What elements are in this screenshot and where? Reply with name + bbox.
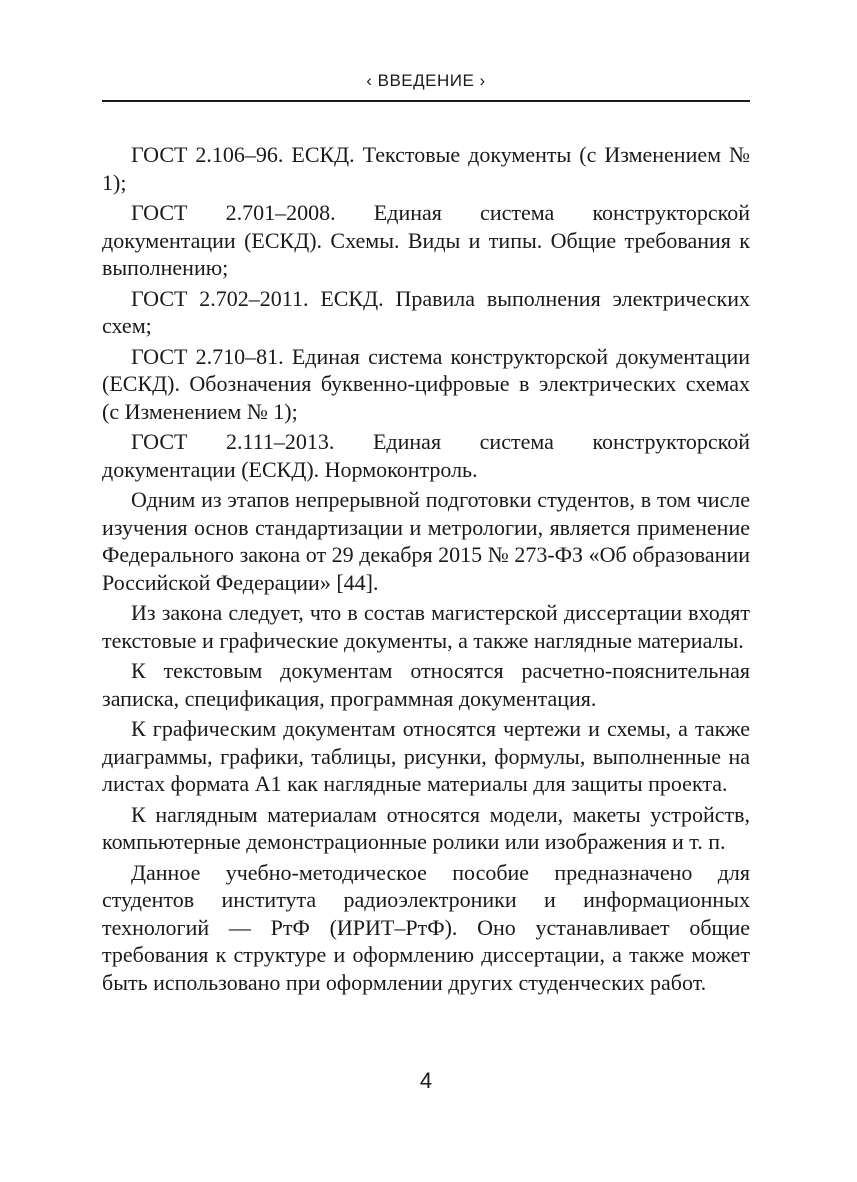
paragraph-federal-law: Одним из этапов непрерывной подготовки студентов, в том числе изучения основ стандартизации и метрологии, является применение Федерального закона от 29 декабря 2015 № 273-ФЗ «Об образовании Российской Федерации» [44].: [102, 487, 750, 595]
paragraph-text-documents: К текстовым документам относятся расчетно-пояснительная записка, спецификация, программная документация.: [102, 658, 750, 711]
paragraph-visual-materials: К наглядным материалам относятся модели, макеты устройств, компьютерные демонстрационные ролики или изображения и т. п.: [102, 801, 750, 854]
paragraph-gost-2-710: ГОСТ 2.710–81. Единая система конструкторской документации (ЕСКД). Обозначения буквенно-цифровые в электрических схемах (с Изменением № 1);: [102, 343, 750, 424]
header-rule: [102, 100, 750, 102]
page-number: 4: [419, 1068, 433, 1093]
paragraph-gost-2-106: ГОСТ 2.106–96. ЕСКД. Текстовые документы (с Изменением № 1);: [102, 142, 750, 195]
page-body: [102, 141, 750, 999]
paragraph-thesis-composition: Из закона следует, что в состав магистерской диссертации входят текстовые и графические документы, а также наглядные материалы.: [102, 600, 750, 653]
paragraph-gost-2-701: ГОСТ 2.701–2008. Единая система конструкторской документации (ЕСКД). Схемы. Виды и типы. Общие требования к выполнению;: [102, 200, 750, 280]
paragraph-gost-2-111: ГОСТ 2.111–2013. Единая система конструкторской документации (ЕСКД). Нормоконтроль.: [102, 429, 750, 482]
paragraph-manual-purpose: Данное учебно-методическое пособие предназначено для студентов института радиоэлектроники и информационных технологий — РтФ (ИРИТ–РтФ). Оно устанавливает общие требования к структуре и оформлению диссертации, а также может быть использовано при оформлении других студенческих работ.: [102, 859, 750, 995]
running-title: ‹ ВВЕДЕНИЕ ›: [366, 71, 486, 90]
paragraph-gost-2-702: ГОСТ 2.702–2011. ЕСКД. Правила выполнения электрических схем;: [102, 285, 750, 338]
paragraph-graphic-documents: К графическим документам относятся чертежи и схемы, а также диаграммы, графики, таблицы, рисунки, формулы, выполненные на листах формата А1 как наглядные материалы для защиты проекта.: [102, 716, 750, 796]
